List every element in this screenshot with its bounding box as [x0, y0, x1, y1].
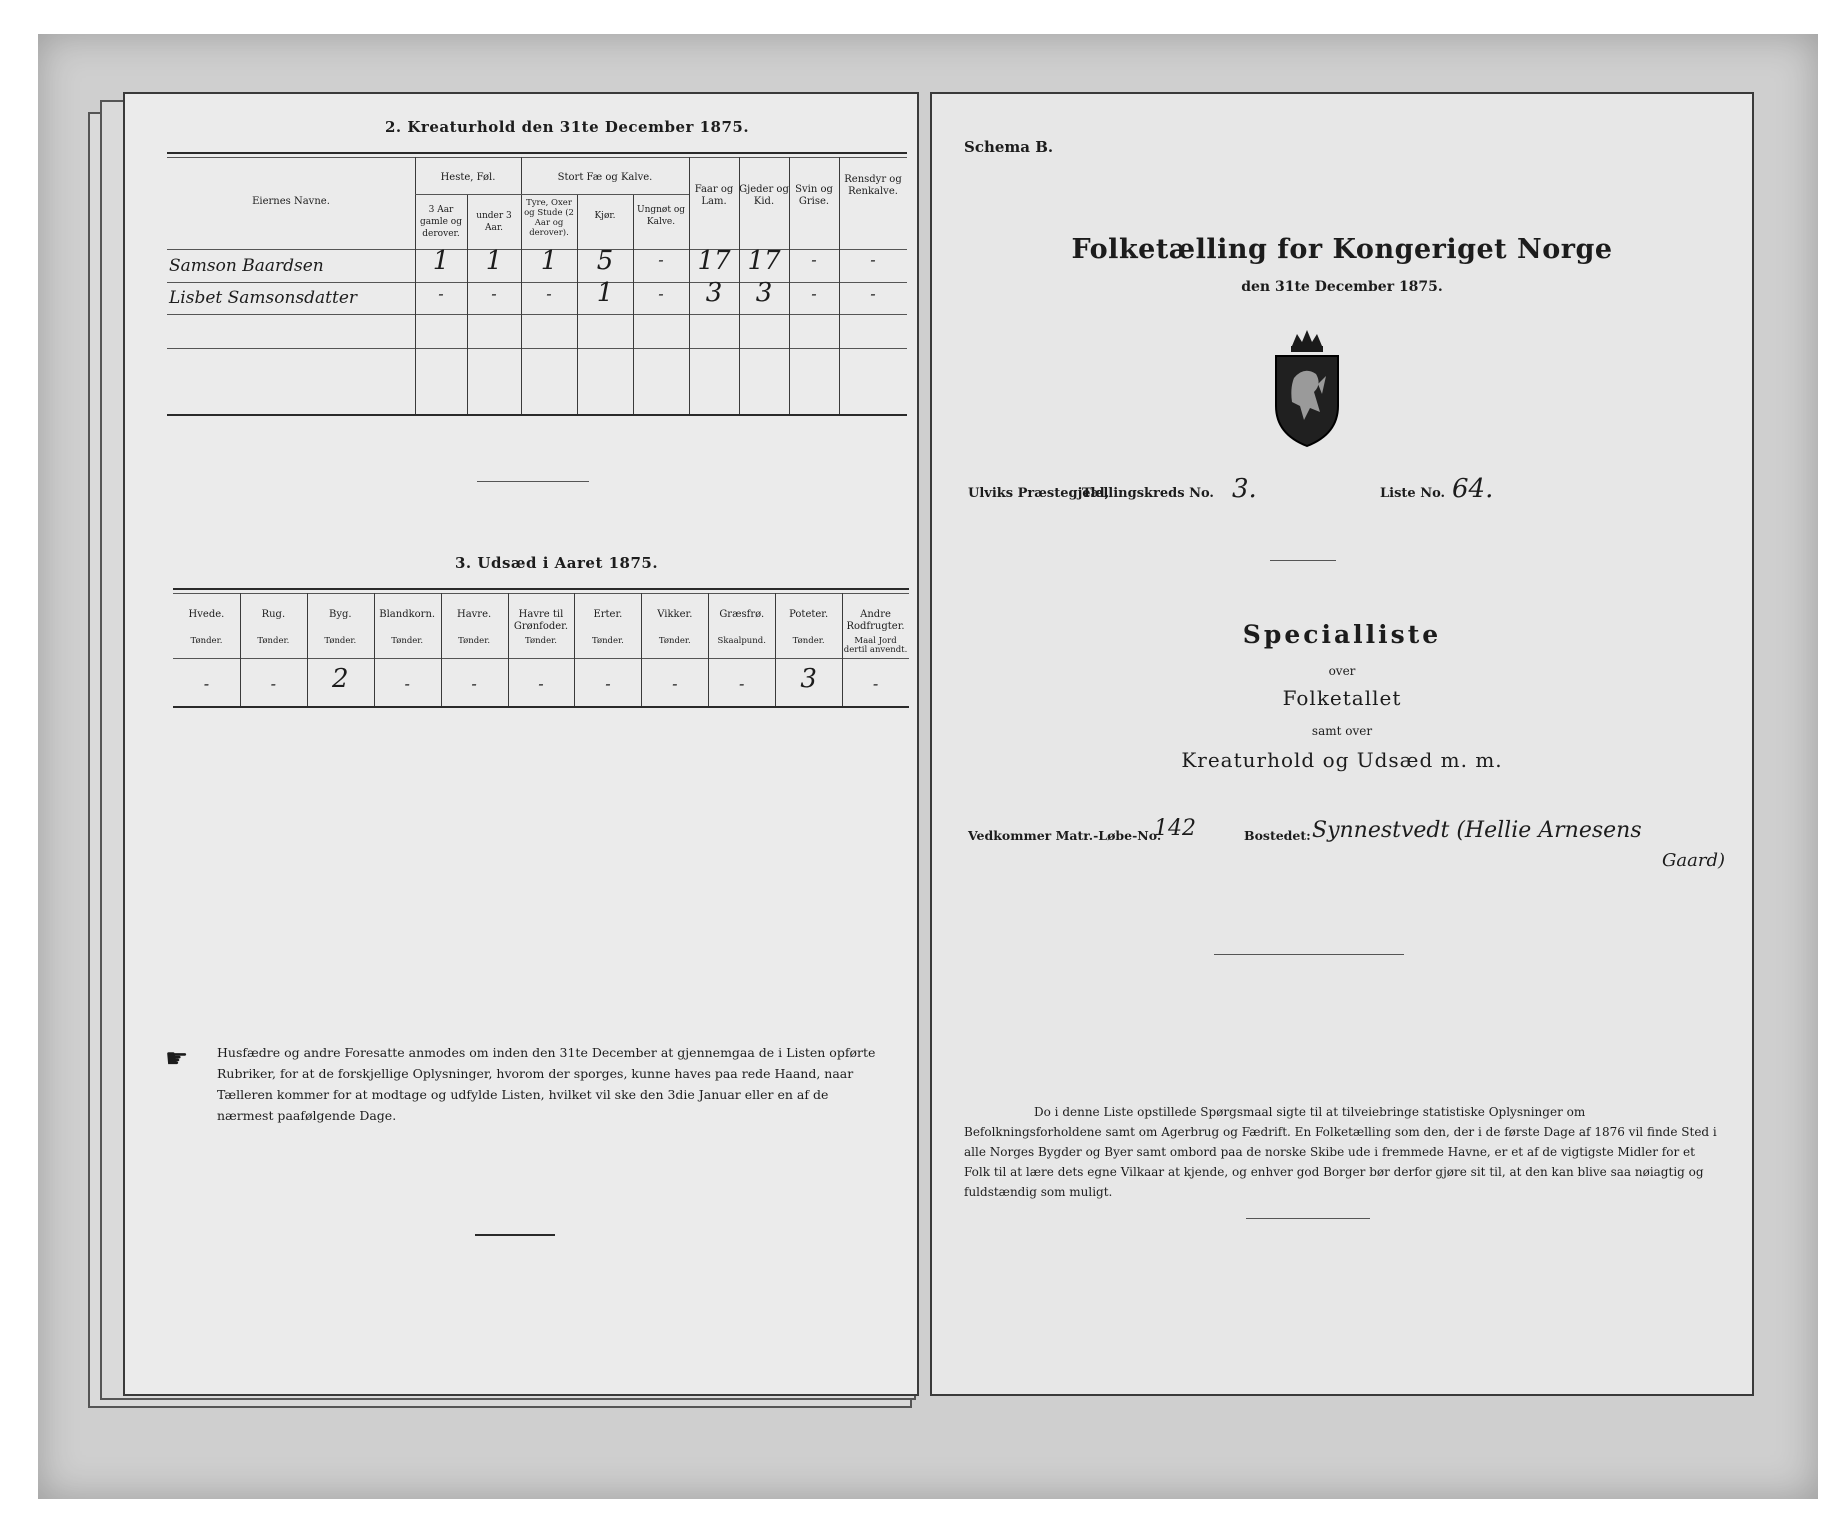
table2-bottom-rule: [167, 414, 907, 416]
table3-col-unit: Tønder.: [257, 636, 290, 646]
table3-col-unit: Tønder.: [391, 636, 424, 646]
col-header: under 3 Aar.: [476, 211, 512, 233]
table3-col-unit: Tønder.: [591, 636, 624, 646]
cell: 3: [705, 278, 723, 308]
table3-top-rule: [173, 588, 909, 590]
bostedet-value-cont: Gaard): [1662, 850, 1725, 871]
table3-col-unit: Skaalpund.: [717, 636, 766, 646]
separator-rule: [1270, 560, 1336, 561]
separator-rule: [477, 481, 589, 482]
table3-col-header: Byg.: [328, 609, 352, 620]
district-label: Tællingskreds No.: [1082, 486, 1214, 501]
table3-cell: -: [538, 674, 544, 693]
pointing-hand-icon: ☛: [165, 1044, 189, 1074]
col-header: Gjeder og Kid.: [739, 184, 789, 207]
col-header: Ungnøt og Kalve.: [636, 205, 685, 227]
cell: -: [658, 284, 664, 303]
main-title: Folketælling for Kongeriget Norge: [1071, 234, 1613, 265]
table3-col-header: Hvede.: [188, 609, 225, 620]
schema-label: Schema B.: [964, 138, 1054, 156]
table3-col-header: Blandkorn.: [379, 609, 436, 620]
cell: 1: [540, 246, 558, 276]
right-page: [930, 92, 1754, 1396]
kreaturhold-heading: Kreaturhold og Udsæd m. m.: [1181, 748, 1503, 772]
group-heste: Heste, Føl.: [440, 172, 496, 183]
table3-top-rule2: [173, 593, 909, 594]
over-text: over: [1328, 664, 1356, 678]
table3-cell: -: [471, 674, 477, 693]
cell: 1: [485, 246, 503, 276]
table2-top-rule2: [167, 157, 907, 158]
table3-col-unit: Tønder.: [525, 636, 557, 646]
notice-text: Husfædre og andre Foresatte anmodes om inden den 31te December at gjennemgaa de i Listen opførte Rubriker, for at de forskjellige Oplysninger, hvorom der sporges, kunne haves paa rede Haand, naar Tælleren kommer for at modtage og udfylde Listen, hvilket vil ske den 3die Januar eller en af de nærmest paafølgende Dage.: [217, 1045, 876, 1123]
table2-top-rule: [167, 152, 907, 154]
table3-cell: -: [672, 674, 678, 693]
table3-cell: -: [605, 674, 611, 693]
cell: 5: [596, 246, 614, 276]
section3-title: 3. Udsæd i Aaret 1875.: [455, 554, 659, 572]
district-number: 3.: [1232, 474, 1257, 504]
cell: 17: [747, 246, 781, 276]
table3-cell: 3: [800, 664, 817, 694]
samt-over-text: samt over: [1311, 724, 1373, 738]
table3-col-header: Havre.: [456, 609, 492, 620]
list-label: Liste No.: [1380, 486, 1446, 501]
table3-cell: -: [872, 674, 879, 693]
owner-header: Eiernes Navne.: [252, 196, 330, 207]
table3-col-header: Græsfrø.: [719, 609, 765, 620]
table3-col-unit: Tønder.: [792, 636, 825, 646]
cell: -: [546, 284, 552, 303]
specialliste-heading: Specialliste: [1242, 620, 1442, 649]
table3-cell: -: [404, 674, 410, 693]
cell: -: [811, 284, 817, 303]
table2-row-rule: [167, 282, 907, 283]
table2-row-rule: [167, 348, 907, 349]
parish-label: Ulviks Præstegjeld,: [968, 486, 1110, 501]
matr-number: 142: [1154, 816, 1196, 841]
table2-row-rule: [167, 314, 907, 315]
separator-rule: [1214, 954, 1404, 955]
group-stort-fae: Stort Fæ og Kalve.: [557, 172, 653, 183]
col-header: 3 Aar gamle og derover.: [420, 205, 462, 239]
cell: 1: [432, 246, 450, 276]
bostedet-value: Synnestvedt (Hellie Arnesens: [1312, 818, 1642, 843]
col-header: Faar og Lam.: [694, 184, 734, 207]
table3-col-header: Vikker.: [657, 609, 693, 620]
table3-cell: 2: [331, 664, 349, 694]
cell: 17: [697, 246, 731, 276]
table3-col-unit: Maal Jord dertil anvendt.: [843, 636, 908, 655]
col-header: Tyre, Oxer og Stude (2 Aar og derover).: [524, 198, 574, 238]
table3-col-header: Andre Rodfrugter.: [846, 609, 905, 632]
owner-name: Lisbet Samsonsdatter: [169, 288, 358, 308]
folketallet-heading: Folketallet: [1282, 686, 1402, 710]
cell: -: [811, 250, 817, 269]
matr-label: Vedkommer Matr.-Løbe-No.: [968, 828, 1162, 843]
owner-name: Samson Baardsen: [169, 256, 324, 276]
cell: -: [438, 284, 444, 303]
table2-group-rule: [415, 194, 689, 195]
table3-col-unit: Tønder.: [458, 636, 491, 646]
coat-of-arms-icon: [1264, 328, 1350, 448]
left-page: [123, 92, 919, 1396]
cell: -: [491, 284, 497, 303]
table3-cell: -: [739, 674, 745, 693]
table3-col-header: Erter.: [593, 609, 623, 620]
section2-title: 2. Kreaturhold den 31te December 1875.: [385, 118, 750, 136]
table3-cell: -: [270, 674, 277, 693]
cell: 1: [596, 278, 614, 308]
table3-header-rule: [173, 658, 909, 659]
table3-col-header: Poteter.: [789, 609, 829, 620]
col-header: Kjør.: [594, 211, 616, 221]
table3-col-header: Havre til Grønfoder.: [513, 609, 569, 632]
table3-col-unit: Tønder.: [324, 636, 357, 646]
footer-text: Do i denne Liste opstillede Spørgsmaal sigte til at tilveiebringe statistiske Oplysninger om Befolkningsforholdene samt om Agerbrug og Fædrift. En Folketælling som den, der i de første Dage af 1876 vil finde Sted i alle Norges Bygder og Byer samt ombord paa de norske Skibe ude i fremmede Havne, er et af de vigtigste Midler for et Folk til at lære dets egne Vilkaar at kjende, og enhver god Borger bør derfor gjøre sit til, at den kan blive saa nøiagtig og fuldstændig som muligt.: [964, 1105, 1717, 1199]
separator-rule: [1246, 1218, 1370, 1219]
table3-cell: -: [203, 674, 210, 693]
cell: -: [870, 284, 876, 303]
main-date: den 31te December 1875.: [1241, 279, 1443, 295]
table3-bottom-rule: [173, 706, 909, 708]
col-header: Rensdyr og Renkalve.: [844, 174, 902, 197]
cell: 3: [755, 278, 773, 308]
bostedet-label: Bostedet:: [1244, 828, 1311, 843]
table3-col-unit: Tønder.: [190, 636, 223, 646]
table3-col-unit: Tønder.: [658, 636, 691, 646]
cell: -: [658, 250, 664, 269]
col-header: Svin og Grise.: [795, 184, 833, 207]
separator-rule: [475, 1234, 555, 1236]
list-number: 64.: [1452, 474, 1494, 504]
cell: -: [870, 250, 876, 269]
table3-col-header: Rug.: [261, 609, 286, 620]
